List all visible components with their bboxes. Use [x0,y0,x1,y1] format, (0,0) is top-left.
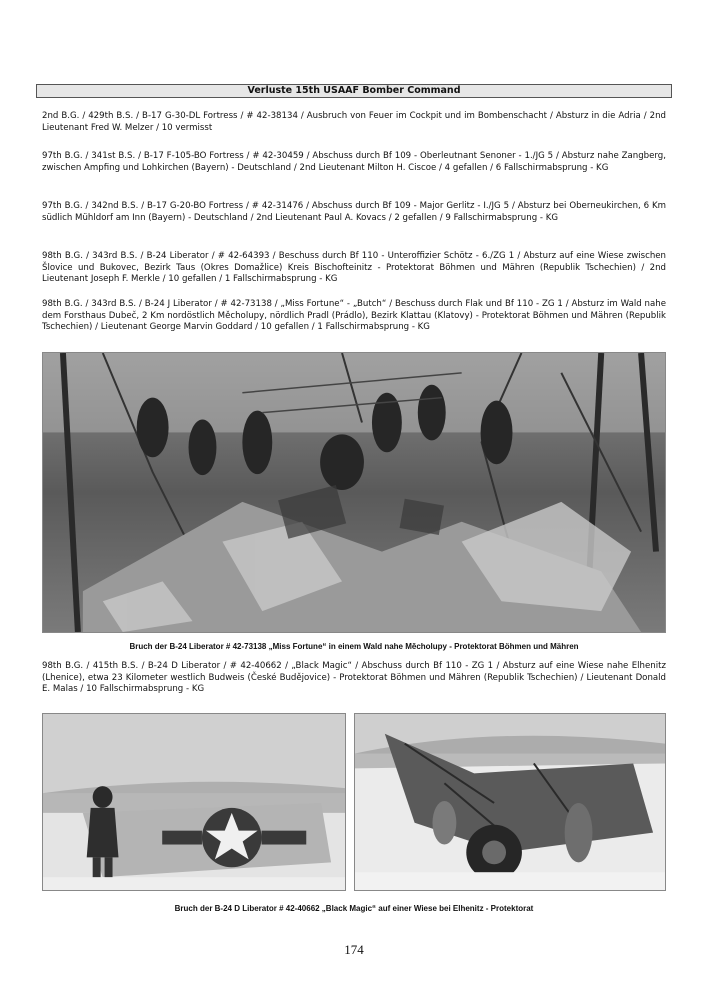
loss-entry: 98th B.G. / 343rd B.S. / B-24 J Liberator / # 42-73138 / „Miss Fortune“ - „Butch“ / Beschuss durch Flak und Bf 110 - ZG 1 / Absturz im Wald nahe dem Forsthaus Dubeč, 2 Km nordöstlich Měcholupy, nördlich Pradl (Prádlo), Bezirk Klattau (Klatovy) - Protektorat Böhmen und Mähren (Republik Tschechien) / Lieutenant George Marvin Goddard / 10 gefallen / 1 Fallschirmabsprung - KG [42,299,666,333]
landing-gear-photo [354,713,666,891]
loss-entry: 98th B.G. / 415th B.S. / B-24 D Liberator / # 42-40662 / „Black Magic“ / Abschuss durch Bf 110 - ZG 1 / Absturz auf eine Wiese nahe Elhenitz (Lhenice), etwa 23 Kilometer westlich Budweis (České Budějovice) - Protektorat Böhmen und Mähren (Republik Tschechien) / Lieutenant Donald E. Malas / 10 Fallschirmabsprung - KG [42,661,666,695]
loss-entry: 97th B.G. / 341st B.S. / B-17 F-105-BO Fortress / # 42-30459 / Abschuss durch Bf 109 - Oberleutnant Senoner - 1./JG 5 / Absturz nahe Zangberg, zwischen Ampfing und Lohkirchen (Bayern) - Deutschland / 2nd Lieutenant Milton H. Ciscoe / 4 gefallen / 6 Fallschirmabsprung - KG [42,151,666,173]
page-number: 174 [344,942,364,957]
loss-entry: 97th B.G. / 342nd B.S. / B-17 G-20-BO Fortress / # 42-31476 / Abschuss durch Bf 109 - Major Gerlitz - I./JG 5 / Absturz bei Oberneukirchen, 6 Km südlich Mühldorf am Inn (Bayern) - Deutschland / 2nd Lieutenant Paul A. Kovacs / 2 gefallen / 9 Fallschirmabsprung - KG [42,201,666,223]
wreck-photo-forest [42,352,666,633]
loss-entry: 2nd B.G. / 429th B.S. / B-17 G-30-DL Fortress / # 42-38134 / Ausbruch von Feuer im Cockpit und im Bombenschacht / Absturz in die Adria / 2nd Lieutenant Fred W. Melzer / 10 vermisst [42,111,666,133]
photo-caption: Bruch der B-24 D Liberator # 42-40662 „Black Magic“ auf einer Wiese bei Elhenitz - Protektorat [174,904,534,913]
photo-caption: Bruch der B-24 Liberator # 42-73138 „Miss Fortune“ in einem Wald nahe Měcholupy - Protektorat Böhmen und Mähren [129,642,579,651]
section-title: Verluste 15th USAAF Bomber Command [36,84,672,98]
loss-entry: 98th B.G. / 343rd B.S. / B-24 Liberator / # 42-64393 / Beschuss durch Bf 110 - Unteroffizier Schötz - 6./ZG 1 / Absturz auf eine Wiese zwischen Šlovice und Bukovec, Bezirk Taus (Okres Domažlice) Kreis Bischofteinitz - Protektorat Böhmen und Mähren (Republik Tschechien) / 2nd Lieutenant Joseph F. Merkle / 10 gefallen / 1 Fallschirmabsprung - KG [42,251,666,285]
tail-insignia-photo [42,713,346,891]
